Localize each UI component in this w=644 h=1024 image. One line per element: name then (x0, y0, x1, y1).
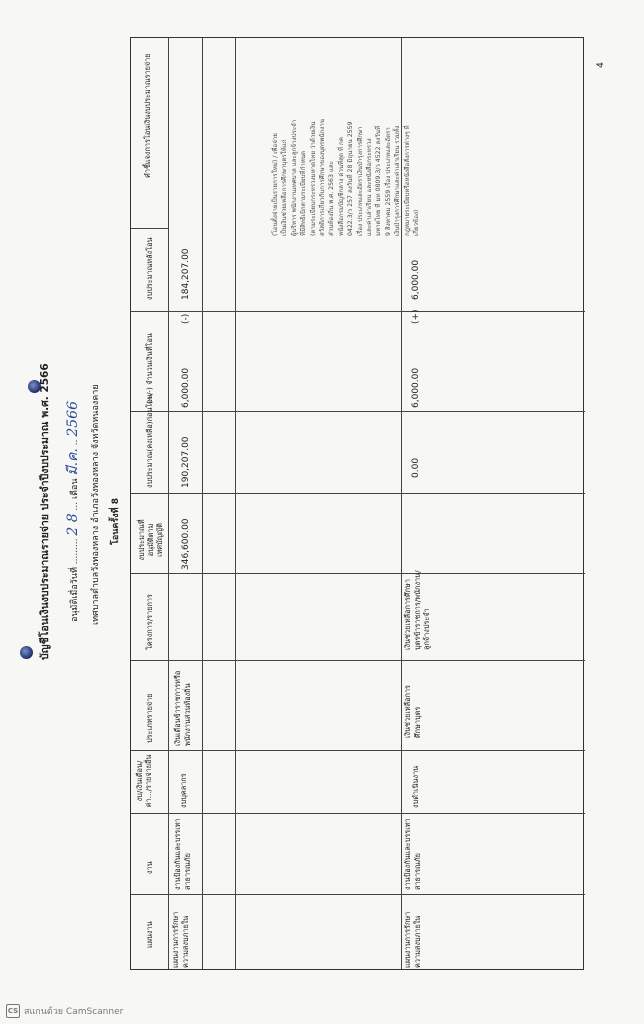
row1-remaining-after: 184,207.00 (181, 248, 191, 300)
approval-date-line: อนุมัติเมื่อวันที่ ......... 2 8 ... เดือน มี.ค. .. 2566 (65, 401, 81, 622)
reason-line: (โอนตั้งจ่ายเป็นรายการใหม่) / เพื่อจ่าย (272, 133, 279, 236)
row2-transfer-amount: 6,000.00 (411, 367, 421, 408)
reason-line: เงินบำรุงการศึกษาและค่าเล่าเรียน รวมทั้ง (394, 125, 402, 236)
row2-plan: แผนงานการรักษาความสงบภายใน (403, 911, 422, 968)
row2-project: เงินช่วยเหลือการศึกษาบุตรข้าราชการ/พนักงาน/ลูกจ้างประจำ (403, 570, 431, 650)
header-transfer-amount: (+/-) จำนวนเงินที่โอน (145, 333, 154, 404)
row2-transfer-sign: (+) (411, 309, 421, 324)
reason-line: ผู้บริหาร พนักงานเทศบาล และลูกจ้างประจำ (290, 119, 298, 236)
header-plan: แผนงาน (145, 921, 154, 948)
reason-line: หนังสือกรมบัญชีกลาง ด่วนที่สุด ที่ กค (337, 137, 345, 236)
seal-icon (20, 646, 33, 659)
approval-day: 2 8 (65, 513, 81, 536)
reason-line: สวัสดิการเกี่ยวกับการศึกษาของบุตรพนักงาน (319, 118, 327, 236)
header-remaining-before: งบประมาณ(คงเหลือ)ก่อนโอน (145, 394, 154, 488)
row2-remaining-after: 6,000.00 (411, 259, 421, 300)
approval-prefix: อนุมัติเมื่อวันที่ (70, 567, 80, 622)
row2-category: งบดำเนินงาน (411, 765, 420, 808)
header-type: ประเภทรายจ่าย (145, 693, 154, 743)
header-category: งบ/เงินเดือน/ค่า.../รายจ่ายอื่น (135, 754, 153, 808)
scanner-label: สแกนด้วย CamScanner (24, 1007, 124, 1017)
reason-line: ส่วนท้องถิ่น พ.ศ. 2563 และ (328, 161, 336, 236)
scanner-watermark (6, 1004, 123, 1018)
reason-line: 0422.3/ว 257 ลงวันที่ 28 มิถุนายน 2559 (347, 121, 355, 236)
row1-remaining-before: 190,207.00 (181, 436, 191, 488)
header-remaining-after: งบประมาณหลังโอน (145, 237, 154, 300)
transfer-table (130, 37, 584, 970)
approval-month-label: เดือน (70, 478, 80, 499)
reason-line: เรื่อง ประเภทและอัตราเงินบำรุงการศึกษา (356, 126, 364, 236)
reason-line: มหาดไทย ที่ มท 0809.3/ว 4522 ลงวันที่ (375, 125, 383, 236)
row1-type: เงินเดือนข้าราชการหรือพนักงานส่วนท้องถิ่น (173, 670, 192, 746)
row1-category: งบบุคลากร (179, 773, 188, 808)
row1-work: งานป้องกันและบรรเทาสาธารณภัย (173, 818, 192, 890)
header-approved-budget: งบประมาณที่อนุมัติตามเทศบัญญัติ (137, 519, 164, 561)
transfer-number: โอนครั้งที่ 8 (111, 498, 121, 545)
row1-plan: แผนงานการรักษาความสงบภายใน (171, 911, 190, 968)
camscanner-logo-icon: CS (6, 1004, 20, 1018)
reason-line: และค่าเล่าเรียน และหนังสือกระทรวง (366, 138, 374, 236)
row2-type: เงินช่วยเหลือการศึกษาบุตร (403, 685, 422, 738)
approval-month: มี.ค. (65, 448, 81, 476)
reason-line: 9 สิงหาคม 2559 เรื่อง ประเภทและอัตรา (384, 127, 392, 236)
document-title: บัญชีโอนเงินงบประมาณรายจ่าย ประจำปีงบประมาณ พ.ศ. 2566 (39, 363, 51, 660)
row2-work: งานป้องกันและบรรเทาสาธารณภัย (403, 818, 422, 890)
reason-line: เกี่ยวข้อง) (413, 209, 421, 236)
reason-line: ที่มีสิทธิเบิกตามระเบียบที่กำหนด (300, 150, 308, 236)
row1-approved-budget: 346,600.00 (181, 518, 191, 570)
organization-line: เทศบาลตำบลวังทองหลาง อำเภอวังทองหลาง จังหวัดหนองคาย (91, 384, 101, 625)
header-reason: คำชี้แจงการโอนเงินงบประมาณรายจ่าย (143, 53, 152, 178)
reason-line: เป็นเงินช่วยเหลือการศึกษาบุตรให้แก่ (281, 139, 289, 236)
row1-transfer-sign: (-) (181, 313, 191, 324)
approval-year: 2566 (65, 401, 81, 437)
row1-transfer-amount: 6,000.00 (181, 367, 191, 408)
page-number: 4 (595, 62, 606, 68)
header-work: งาน (145, 861, 154, 874)
reason-line: กฎหมายระเบียบหรือหนังสือสั่งการต่างๆ ที่ (403, 125, 411, 236)
row2-remaining-before: 0.00 (411, 457, 421, 478)
row2-reason (271, 119, 422, 236)
header-project: โครงการ/รายการ (145, 594, 154, 650)
reason-line: (ตามระเบียบกระทรวงมหาดไทย ว่าด้วยเงิน (309, 121, 317, 236)
